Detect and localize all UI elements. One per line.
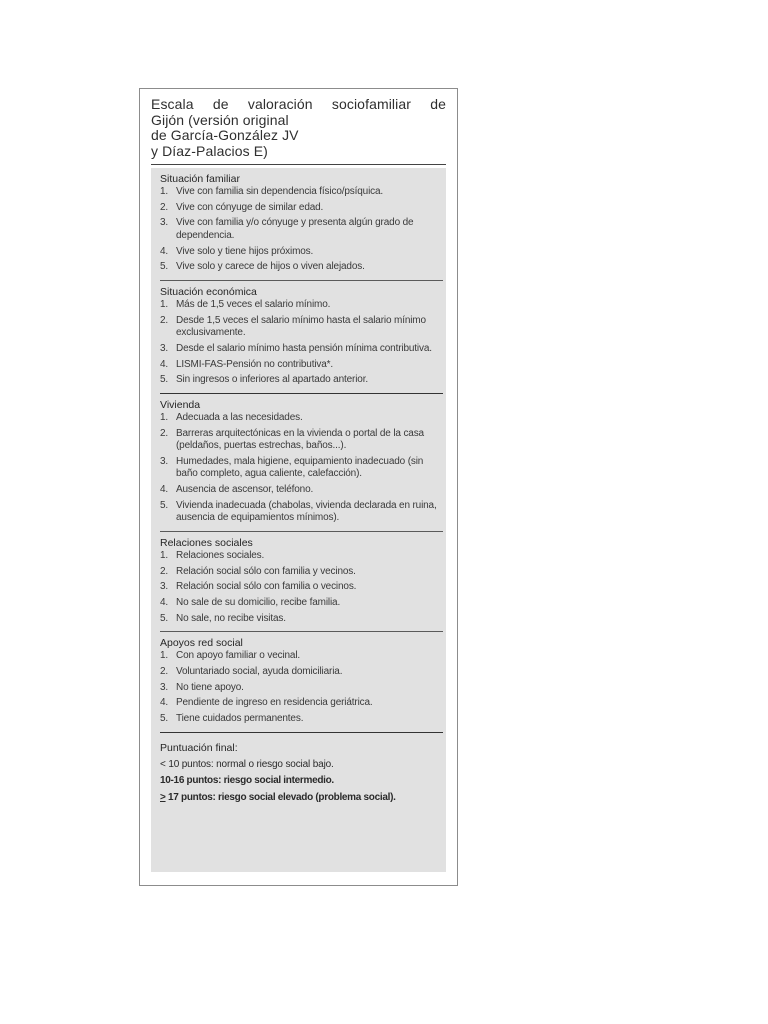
item-text: Pendiente de ingreso en residencia geriátrica. <box>176 697 373 709</box>
item-number: 4. <box>160 697 169 709</box>
item-number: 5. <box>160 713 169 724</box>
item-list <box>160 550 443 625</box>
final-score-title: Puntuación final: <box>160 741 238 754</box>
title-line-3: de García-González JV <box>151 127 299 143</box>
item-number: 5. <box>160 261 169 273</box>
item-text: Barreras arquitectónicas en la vivienda o portal de la casa (peldaños, puertas estrechas, baños...). <box>176 427 424 452</box>
item-number: 1. <box>160 549 169 561</box>
title-word: sociofamiliar <box>331 96 411 112</box>
list-item <box>160 186 443 199</box>
item-number: 3. <box>160 342 169 354</box>
item-number: 5. <box>160 374 169 386</box>
list-item <box>160 261 443 274</box>
item-number: 4. <box>160 245 169 257</box>
item-text: Humedades, mala higiene, equipamiento inadecuado (sin baño completo, agua caliente, calefacción). <box>176 455 424 480</box>
item-number: 5. <box>160 612 169 624</box>
item-text: Voluntariado social, ayuda domiciliaria. <box>176 665 343 677</box>
list-item <box>160 666 443 679</box>
item-number: 4. <box>160 358 169 370</box>
list-item <box>160 500 443 525</box>
item-number: 1. <box>160 650 169 662</box>
item-text: Vive con familia sin dependencia físico/psíquica. <box>176 186 384 197</box>
item-number: 4. <box>160 596 169 608</box>
item-text: Vive con familia y/o cónyuge y presenta algún grado de dependencia. <box>176 217 414 241</box>
item-number: 2. <box>160 665 169 677</box>
item-number: 1. <box>160 411 169 423</box>
item-text: Adecuada a las necesidades. <box>176 411 303 423</box>
section-situacion-economica <box>160 281 443 394</box>
title-word: Escala <box>151 96 194 112</box>
list-item <box>160 484 443 497</box>
item-list <box>160 412 443 525</box>
section-situacion-familiar <box>160 168 443 281</box>
item-text: No sale de su domicilio, recibe familia. <box>176 596 341 608</box>
list-item <box>160 682 443 695</box>
item-text: Tiene cuidados permanentes. <box>176 713 304 724</box>
item-number: 2. <box>160 565 169 577</box>
section-apoyos-red-social <box>160 632 443 732</box>
title-line-1 <box>151 97 446 113</box>
final-score-section <box>160 733 443 804</box>
title-line-2: Gijón (versión original <box>151 111 289 128</box>
section-title: Situación económica <box>160 285 257 298</box>
section-title: Vivienda <box>160 398 201 411</box>
section-title: Situación familiar <box>160 173 240 185</box>
section-vivienda <box>160 394 443 532</box>
list-item <box>160 566 443 579</box>
item-number: 4. <box>160 483 169 495</box>
item-list <box>160 186 443 274</box>
item-text: Desde 1,5 veces el salario mínimo hasta el salario mínimo exclusivamente. <box>176 314 426 339</box>
scale-body <box>151 168 446 872</box>
item-number: 3. <box>160 681 169 693</box>
item-text: Relación social sólo con familia y vecinos. <box>176 565 356 577</box>
item-number: 2. <box>160 201 169 213</box>
title-word: de <box>212 96 229 112</box>
list-item <box>160 428 443 453</box>
item-text: Vive solo y carece de hijos o viven alejados. <box>176 261 365 273</box>
item-text: No sale, no recibe visitas. <box>176 612 286 624</box>
item-text: Desde el salario mínimo hasta pensión mínima contributiva. <box>176 342 432 354</box>
item-number: 2. <box>160 427 169 439</box>
item-text: Más de 1,5 veces el salario mínimo. <box>176 298 331 310</box>
list-item <box>160 581 443 594</box>
list-item <box>160 550 443 563</box>
item-number: 1. <box>160 298 169 310</box>
list-item <box>160 217 443 242</box>
score-range-high-text: 17 puntos: riesgo social elevado (problema social). <box>165 791 396 803</box>
list-item <box>160 412 443 425</box>
item-text: Sin ingresos o inferiores al apartado anterior. <box>176 374 368 386</box>
item-text: LISMI-FAS-Pensión no contributiva*. <box>176 358 334 370</box>
list-item <box>160 202 443 215</box>
item-text: Con apoyo familiar o vecinal. <box>176 650 301 662</box>
list-item <box>160 299 443 312</box>
item-text: No tiene apoyo. <box>176 681 244 693</box>
score-range-low: < 10 puntos: normal o riesgo social bajo. <box>160 758 334 770</box>
section-title: Apoyos red social <box>160 637 243 650</box>
title-word: de <box>430 96 446 112</box>
item-text: Ausencia de ascensor, teléfono. <box>176 483 314 495</box>
gijon-scale-card <box>139 88 458 886</box>
list-item <box>160 315 443 340</box>
item-number: 1. <box>160 186 169 197</box>
list-item <box>160 374 443 387</box>
list-item <box>160 343 443 356</box>
list-item <box>160 713 443 726</box>
item-number: 5. <box>160 499 169 511</box>
score-range-intermediate: 10-16 puntos: riesgo social intermedio. <box>160 775 334 787</box>
list-item <box>160 359 443 372</box>
item-number: 2. <box>160 314 169 326</box>
title-word: valoración <box>247 96 313 112</box>
item-text: Relaciones sociales. <box>176 549 265 561</box>
section-relaciones-sociales <box>160 532 443 632</box>
item-number: 3. <box>160 217 169 229</box>
item-number: 3. <box>160 455 169 467</box>
list-item <box>160 456 443 481</box>
list-item <box>160 650 443 663</box>
greater-equal-symbol: > <box>160 791 166 803</box>
item-text: Relación social sólo con familia o vecinos. <box>176 581 357 593</box>
list-item <box>160 697 443 710</box>
list-item <box>160 597 443 610</box>
scale-title <box>151 97 446 165</box>
item-list <box>160 299 443 387</box>
item-text: Vive con cónyuge de similar edad. <box>176 201 324 213</box>
item-text: Vive solo y tiene hijos próximos. <box>176 245 314 257</box>
item-number: 3. <box>160 581 169 593</box>
section-title: Relaciones sociales <box>160 536 253 549</box>
item-text: Vivienda inadecuada (chabolas, vivienda declarada en ruina, ausencia de equipamientos mínimos). <box>176 499 437 524</box>
list-item <box>160 246 443 259</box>
item-list <box>160 650 443 725</box>
score-range-high <box>160 791 443 804</box>
list-item <box>160 613 443 626</box>
title-line-4: y Díaz-Palacios E) <box>151 142 268 159</box>
